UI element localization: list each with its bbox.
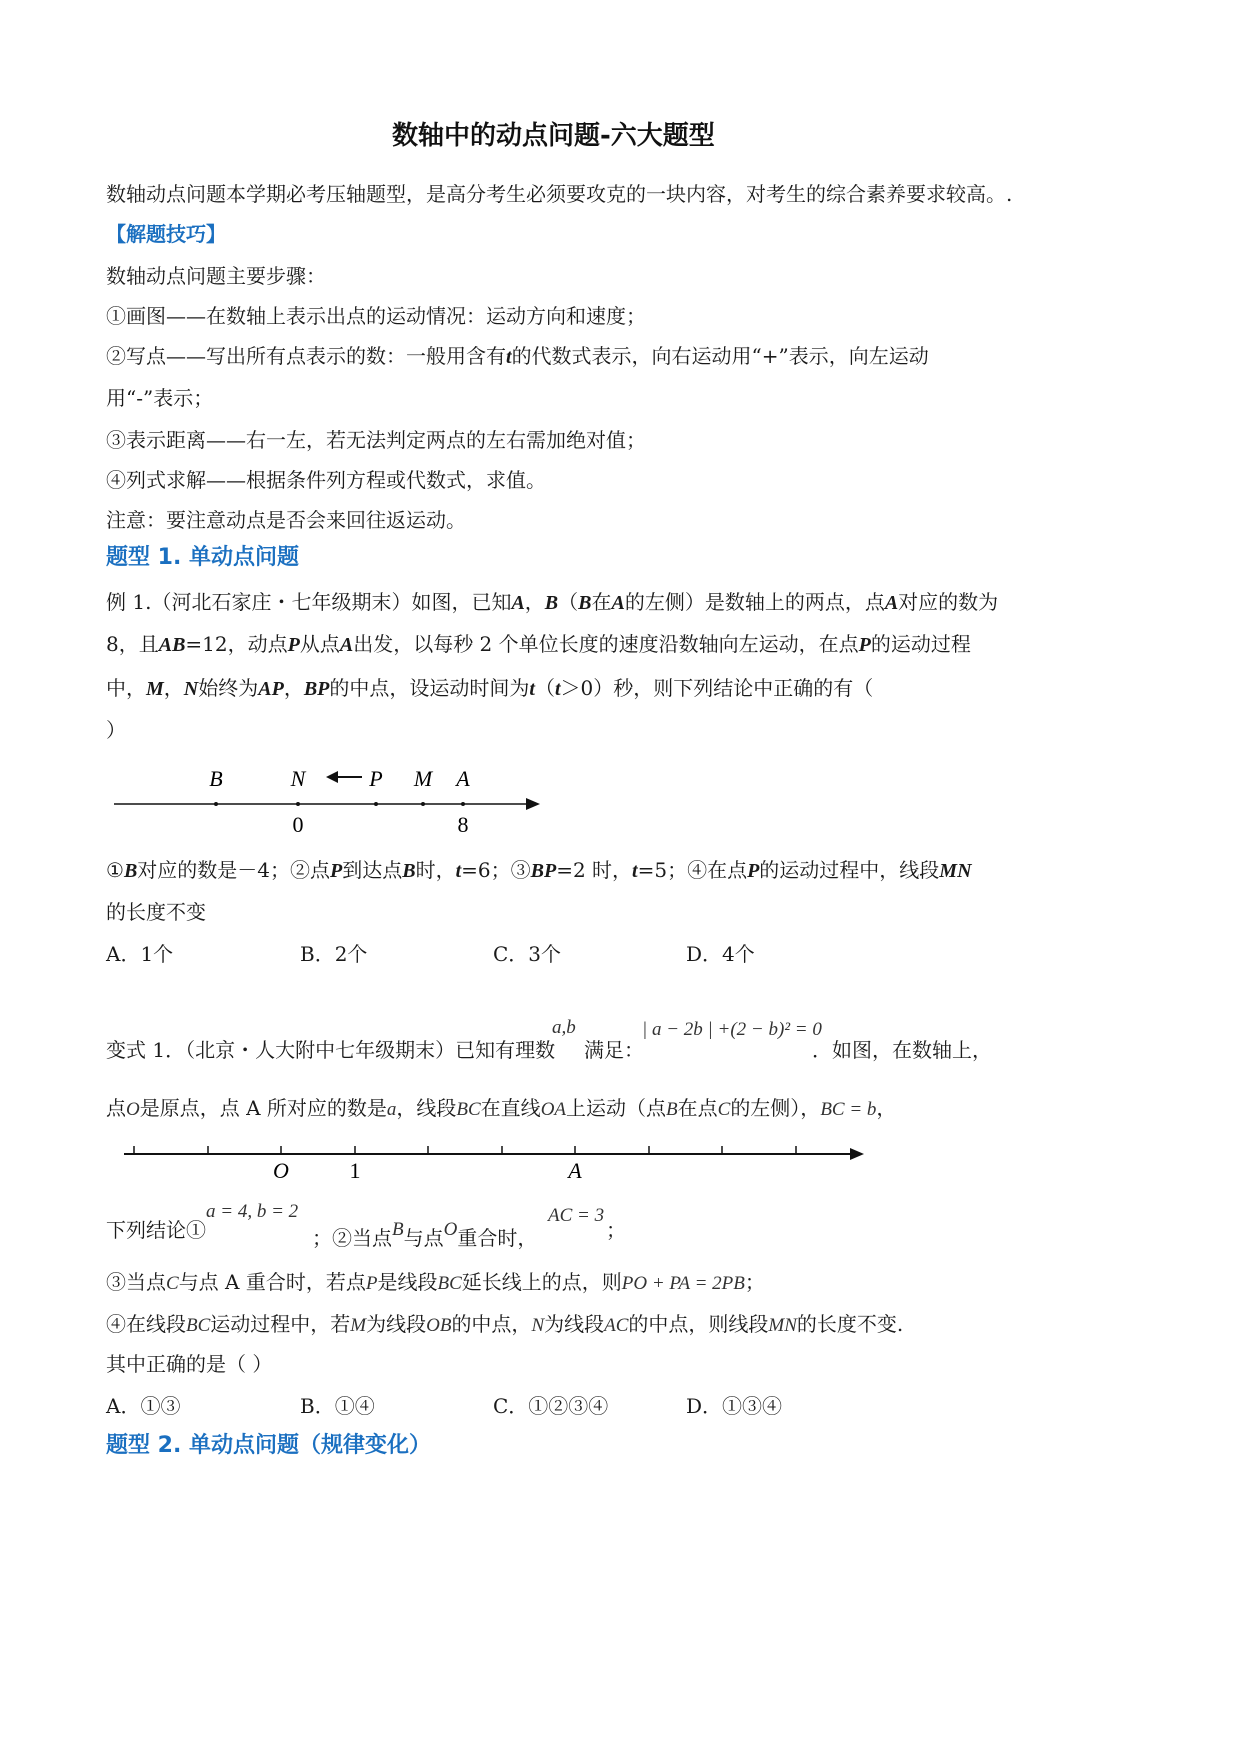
variant-1-option-c[interactable]: C．①②③④ [493,1394,609,1418]
var-satisfy: 满足： [584,1038,644,1062]
number-line-figure-1 [110,760,550,840]
var-line-3-end: ； [606,1218,626,1242]
section-1-heading: 题型 1. 单动点问题 [106,545,299,570]
variant-1-option-b[interactable]: B．①④ [300,1394,375,1418]
point-a [461,802,465,806]
point-n [296,802,300,806]
example-1-line-3: 中，M，N始终为AP，BP的中点，设运动时间为t（t＞0）秒，则下列结论中正确的有（ [106,676,874,700]
example-1-line-1: 例 1.（河北石家庄・七年级期末）如图，已知A，B（B在A的左侧）是数轴上的两点，点A对应的数为 [106,590,999,614]
var-ab: a,b [552,1017,576,1038]
page-title: 数轴中的动点问题-六大题型 [392,121,715,151]
intro-text: 数轴动点问题本学期必考压轴题型，是高分考生必须要攻克的一块内容，对考生的综合素养要求较高。. [106,182,1013,206]
label-b: B [209,766,223,791]
variant-1-line-5: ④在线段BC运动过程中，若M为线段OB的中点，N为线段AC的中点，则线段MN的长度不变. [106,1312,904,1336]
tick-label-1: 1 [349,1158,361,1183]
tips-label: 【解题技巧】 [106,222,226,246]
steps-heading: 数轴动点问题主要步骤： [106,264,326,288]
example-1-conclusions-cont: 的长度不变 [106,900,206,924]
label-a: A [568,1158,582,1183]
number-line-figure-2 [120,1136,880,1186]
point-p [374,802,378,806]
axis-arrow [850,1148,864,1160]
label-a: A [456,766,470,791]
left-arrow-icon [326,771,338,783]
example-1-conclusions: ①B对应的数是－4；②点P到达点B时，t=6；③BP=2 时，t=5；④在点P的运动过程中，线段MN [106,858,972,882]
step-4: ④列式求解——根据条件列方程或代数式，求值。 [106,468,546,492]
variant-1-line-1: 变式 1．（北京・人大附中七年级期末）已知有理数 [106,1038,556,1062]
point-m [421,802,425,806]
axis-arrow [526,798,540,810]
example-1-line-2: 8，且AB=12，动点P从点A出发，以每秒 2 个单位长度的速度沿数轴向左运动，在点P的运动过程 [106,632,971,656]
tick-label-0: 0 [292,812,304,837]
example-1-option-a[interactable]: A．1个 [106,942,174,966]
variant-1-line-6: 其中正确的是（ ） [106,1352,273,1376]
example-1-option-b[interactable]: B．2个 [300,942,368,966]
point-b [214,802,218,806]
label-n: N [290,766,306,791]
var-ab-values: a = 4, b = 2 [206,1201,299,1222]
label-o: O [273,1158,289,1183]
variant-1-line-4: ③当点C与点 A 重合时，若点P是线段BC延长线上的点，则PO + PA = 2PB； [106,1270,765,1294]
variant-1-option-a[interactable]: A．①③ [106,1394,181,1418]
variant-1-option-d[interactable]: D．①③④ [686,1394,783,1418]
var-equation: | a − 2b | +(2 − b)² = 0 [642,1019,822,1040]
variant-1-line-3: 下列结论① [106,1218,206,1242]
step-1: ①画图——在数轴上表示出点的运动情况：运动方向和速度； [106,304,646,328]
var-line-3-b: ；②当点B与点O重合时， [312,1219,538,1250]
note: 注意：要注意动点是否会来回往返运动。 [106,508,466,532]
example-1-option-c[interactable]: C．3个 [493,942,562,966]
example-1-option-d[interactable]: D．4个 [686,942,755,966]
section-2-heading: 题型 2. 单动点问题（规律变化） [106,1433,431,1458]
var-ac-eq: AC = 3 [548,1205,605,1226]
label-m: M [413,766,433,791]
var-line-1-end: ．如图，在数轴上， [812,1038,992,1062]
step-2-cont: 用“-”表示； [106,386,214,410]
axis-ticks [134,1146,796,1154]
variant-1-line-2: 点O是原点，点 A 所对应的数是a，线段BC在直线OA上运动（点B在点C的左侧），BC = b， [106,1096,897,1120]
tick-label-8: 8 [457,812,469,837]
step-2: ②写点——写出所有点表示的数：一般用含有t的代数式表示，向右运动用“+”表示，向左运动 [106,344,929,368]
step-3: ③表示距离——右一左，若无法判定两点的左右需加绝对值； [106,428,646,452]
label-p: P [369,766,383,791]
example-1-line-4: ） [106,718,126,742]
